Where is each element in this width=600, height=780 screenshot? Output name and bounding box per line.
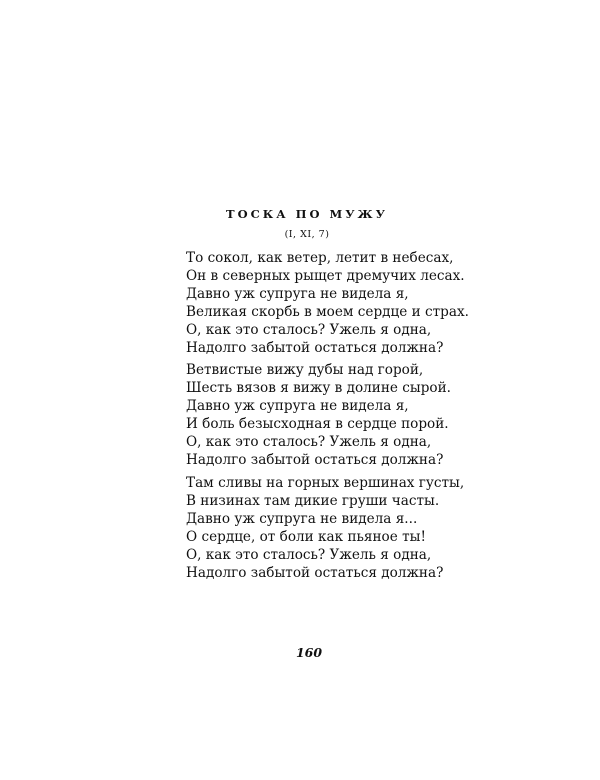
poem-line: О, как это сталось? Ужель я одна, xyxy=(186,546,432,563)
stanza-2 xyxy=(186,362,451,469)
poem-line: Великая скорбь в моем сердце и страх. xyxy=(186,303,469,320)
poem-reference: (I, XI, 7) xyxy=(284,229,330,240)
poem-line: Давно уж супруга не видела я, xyxy=(186,285,409,302)
poem-line: Надолго забытой остаться должна? xyxy=(186,339,444,356)
poem-line: Надолго забытой остаться должна? xyxy=(186,564,444,581)
poem-line: Он в северных рыщет дремучих лесах. xyxy=(186,267,465,284)
poem-line: Надолго забытой остаться должна? xyxy=(186,451,444,468)
poem-line: Шесть вязов я вижу в долине сырой. xyxy=(186,379,451,396)
poem-line: То сокол, как ветер, летит в небесах, xyxy=(186,250,454,266)
poem-line: Давно уж супруга не видела я... xyxy=(186,510,418,527)
poem-line: О, как это сталось? Ужель я одна, xyxy=(186,321,432,338)
poem-line: Ветвистые вижу дубы над горой, xyxy=(186,362,424,378)
stanza-3 xyxy=(186,475,464,582)
poem-title: ТОСКА ПО МУЖУ xyxy=(226,207,388,221)
poem-line: Давно уж супруга не видела я, xyxy=(186,397,409,414)
poem-line: И боль безысходная в сердце порой. xyxy=(186,415,449,432)
poem-line: О сердце, от боли как пьяное ты! xyxy=(186,528,426,545)
page-number: 160 xyxy=(295,645,323,660)
poem-line: В низинах там дикие груши часты. xyxy=(186,492,440,509)
stanza-1 xyxy=(186,250,469,357)
poem-line: Там сливы на горных вершинах густы, xyxy=(186,475,465,491)
poem-line: О, как это сталось? Ужель я одна, xyxy=(186,433,432,450)
